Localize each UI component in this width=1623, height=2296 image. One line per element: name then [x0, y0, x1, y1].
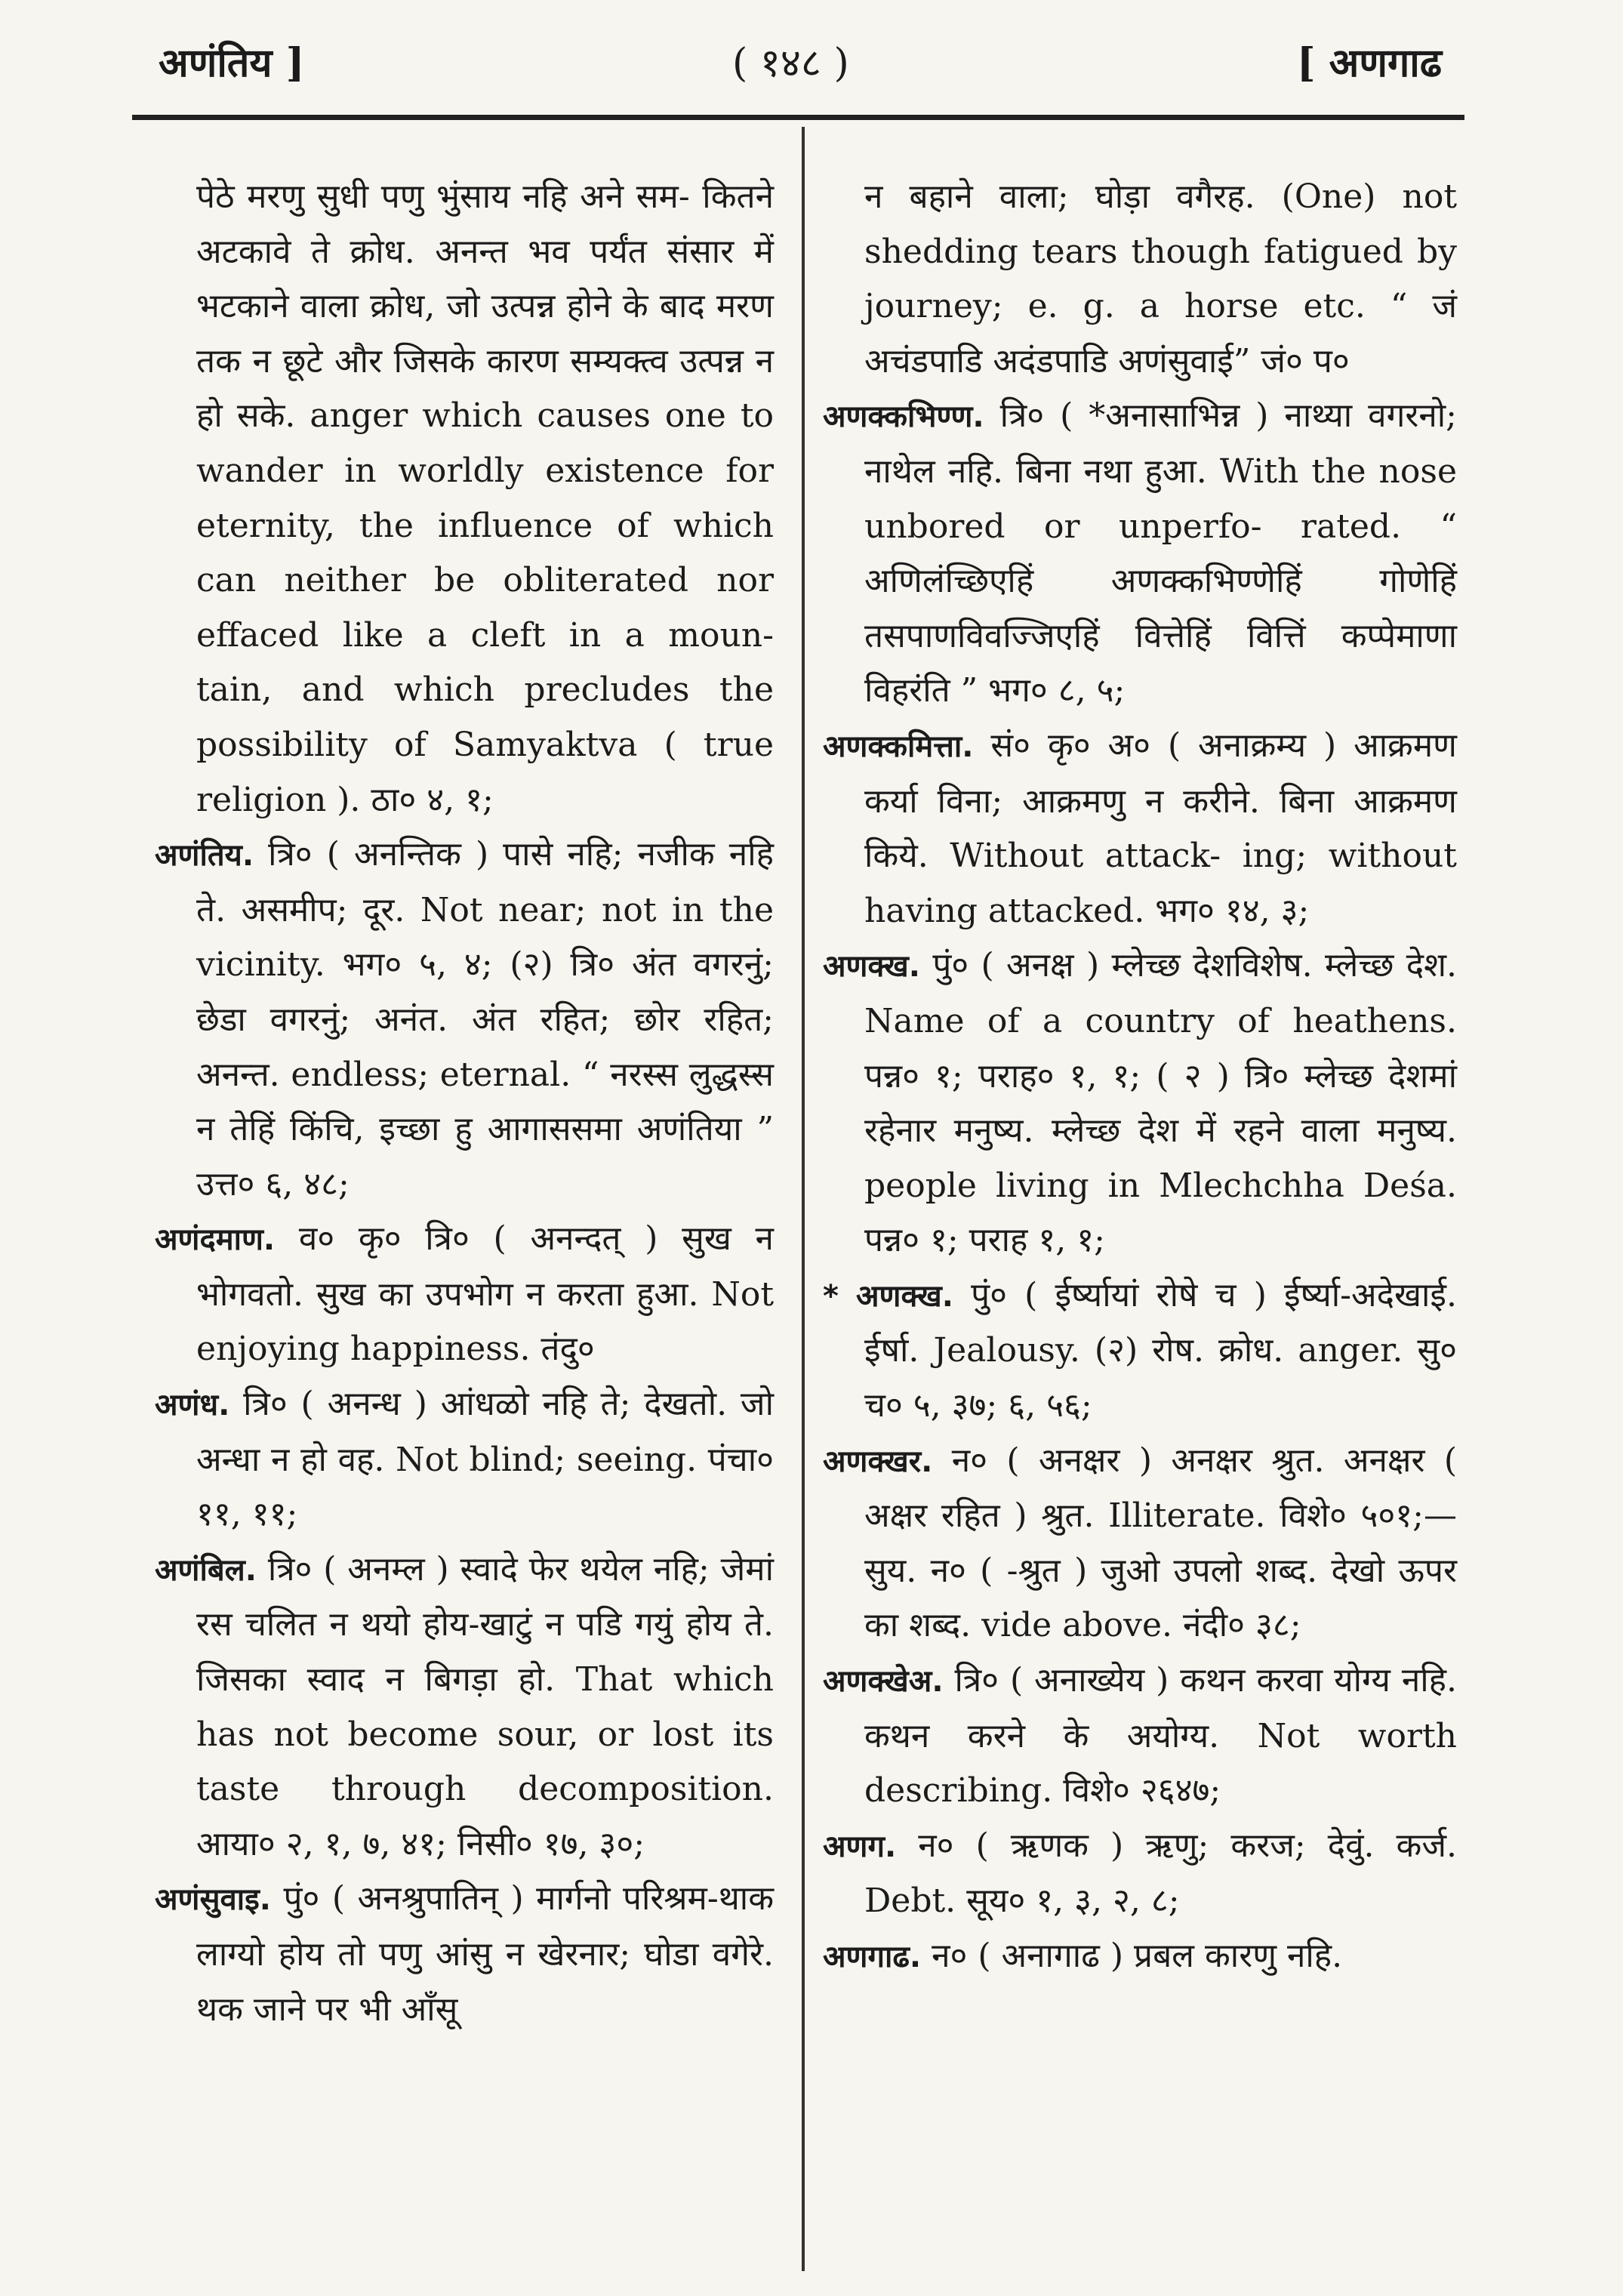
- entry-text: न० ( अनागाढ ) प्रबल कारणु नहि.: [932, 1937, 1343, 1975]
- dictionary-entry: [823, 938, 1457, 1268]
- continued-entry-text: पेठे मरणु सुधी पणु भुंसाय नहि अने सम- कितने अटकावे ते क्रोध. अनन्त भव पर्यंत संसार में भटकाने वाला क्रोध, जो उत्पन्न होने के बाद मरण तक न छूटे और जिसके कारण सम्यक्त्व उत्पन्न न हो सके. anger which causes one to wander in worldly existence for eternity, the influence of which can neither be obliterated nor effaced like a cleft in a moun- tain, and which precludes the possibility of Samyaktva ( true religion ). ठा० ४, १;: [196, 177, 774, 819]
- entry-headword: अणक्ख.: [823, 949, 920, 985]
- dictionary-entry: [823, 1268, 1457, 1434]
- entry-headword: अणग.: [823, 1829, 897, 1864]
- entry-text: न० ( अनक्षर ) अनक्षर श्रुत. अनक्षर ( अक्षर रहित ) श्रुत. Illiterate. विशे० ५०१;—सुय. न० ( -श्रुत ) जुओ उपलो शब्द. देखो ऊपर का शब्द. vide above. नंदी० ३८;: [864, 1441, 1457, 1645]
- column-divider: [802, 127, 805, 2271]
- dictionary-entry: [823, 1434, 1457, 1653]
- dictionary-entry: [155, 1872, 774, 2037]
- entry-headword: अणंतिय.: [155, 838, 254, 874]
- entry-text: व० कृ० त्रि० ( अनन्दत् ) सुख न भोगवतो. सुख का उपभोग न करता हुआ. Not enjoying happiness. तंदु०: [196, 1219, 774, 1369]
- entry-headword: अणंसुवाइ.: [155, 1882, 271, 1918]
- entry-text: त्रि० ( अनम्ल ) स्वादे फेर थयेल नहि; जेमां रस चलित न थयो होय-खाटुं न पडि गयुं होय ते. जिसका स्वाद न बिगड़ा हो. That which has not become sour, or lost its taste through decomposition. आया० २, १, ७, ४१; निसी० १७, ३०;: [196, 1549, 774, 1863]
- continued-entry-text: न बहाने वाला; घोड़ा वगैरह. (One) not shedding tears though fatigued by journey; e. g. a horse etc. “ जं अचंडपाडि अदंडपाडि अणंसुवाई” जं० प०: [864, 177, 1457, 381]
- left-column: [155, 170, 774, 2037]
- page-number: ( १४८ ): [732, 41, 849, 86]
- entry-headword: अणक्खेअ.: [823, 1664, 944, 1700]
- entry-text: न० ( ऋणक ) ऋणु; करज; देवुं. कर्ज. Debt. सूय० १, ३, २, ८;: [864, 1826, 1457, 1921]
- entry-headword: अणक्कभिण्ण.: [823, 399, 984, 435]
- entry-text: पुं० ( ईर्ष्यायां रोषे च ) ईर्ष्या-अदेखाई. ईर्षा. Jealousy. (२) रोष. क्रोध. anger. सु० च० ५, ३७; ६, ५६;: [864, 1275, 1457, 1425]
- right-column: [823, 170, 1457, 1985]
- dictionary-entry: [155, 1377, 774, 1542]
- dictionary-entry: [155, 1212, 774, 1377]
- entry-text: त्रि० ( अनन्ध ) आंधळो नहि ते; देखतो. जो अन्धा न हो वह. Not blind; seeing. पंचा० ११, ११;: [196, 1385, 774, 1534]
- entry-headword: अणंबिल.: [155, 1552, 257, 1588]
- dictionary-entry: [823, 389, 1457, 719]
- entry-text: सं० कृ० अ० ( अनाक्रम्य ) आक्रमण कर्या विना; आक्रमणु न करीने. बिना आक्रमण किये. Without attack- ing; without having attacked. भग० १४, ३;: [864, 726, 1457, 930]
- dictionary-entry: [155, 827, 774, 1212]
- entry-headword: अणंध.: [155, 1388, 230, 1423]
- entry-headword: * अणक्ख.: [823, 1278, 953, 1314]
- entry-headword: अणक्खर.: [823, 1444, 933, 1479]
- header-rule: [132, 115, 1464, 120]
- dictionary-entry: [823, 1819, 1457, 1929]
- entry-text: त्रि० ( अनन्तिक ) पासे नहि; नजीक नहि ते. असमीप; दूर. Not near; not in the vicinity. भग० ५, ४; (२) त्रि० अंत वगरनुं; छेडा वगरनुं; अनंत. अंत रहित; छोर रहित; अनन्त. endless; eternal. “ नरस्स लुद्धस्स न तेहिं किंचि, इच्छा हु आगाससमा अणंतिया ” उत्त० ६, ४८;: [196, 835, 774, 1203]
- entry-headword: अणंदमाण.: [155, 1222, 276, 1258]
- entry-text: त्रि० ( *अनासाभिन्न ) नाथ्या वगरनो; नाथेल नहि. बिना नथा हुआ. With the nose unbored or unperfo- rated. “ अणिलंच्छिएहिं अणक्कभिण्णेहिं गोणेहिं तसपाणविवज्जिएहिं वित्तेहिं वित्तिं कप्पेमाणा विहरंति ” भग० ८, ५;: [864, 396, 1457, 710]
- entry-text: पुं० ( अनश्रुपातिन् ) मार्गनो परिश्रम-थाक लाग्यो होय तो पणु आंसु न खेरनार; घोडा वगेरे. थक जाने पर भी आँसू: [196, 1879, 774, 2029]
- entry-text: त्रि० ( अनाख्येय ) कथन करवा योग्य नहि. कथन करने के अयोग्य. Not worth describing. विशे० २६४७;: [864, 1661, 1457, 1811]
- entry-headword: अणगाढ.: [823, 1940, 922, 1974]
- dictionary-entry: [823, 719, 1457, 938]
- dictionary-entry: [823, 1653, 1457, 1819]
- entry-text: पुं० ( अनक्ष ) म्लेच्छ देशविशेष. म्लेच्छ देश. Name of a country of heathens. पन्न० १; पराह० १, १; ( २ ) त्रि० म्लेच्छ देशमां रहेनार मनुष्य. म्लेच्छ देश में रहने वाला मनुष्य. people living in Mlechchha Deśa. पन्न० १; पराह १, १;: [864, 946, 1457, 1260]
- dictionary-entry: [823, 1929, 1457, 1985]
- entry-headword: अणक्कमित्ता.: [823, 729, 974, 764]
- running-head-left: अणंतिय ]: [159, 40, 305, 86]
- dictionary-entry: [155, 1542, 774, 1872]
- running-head-right: [ अणगाढ: [1296, 40, 1442, 86]
